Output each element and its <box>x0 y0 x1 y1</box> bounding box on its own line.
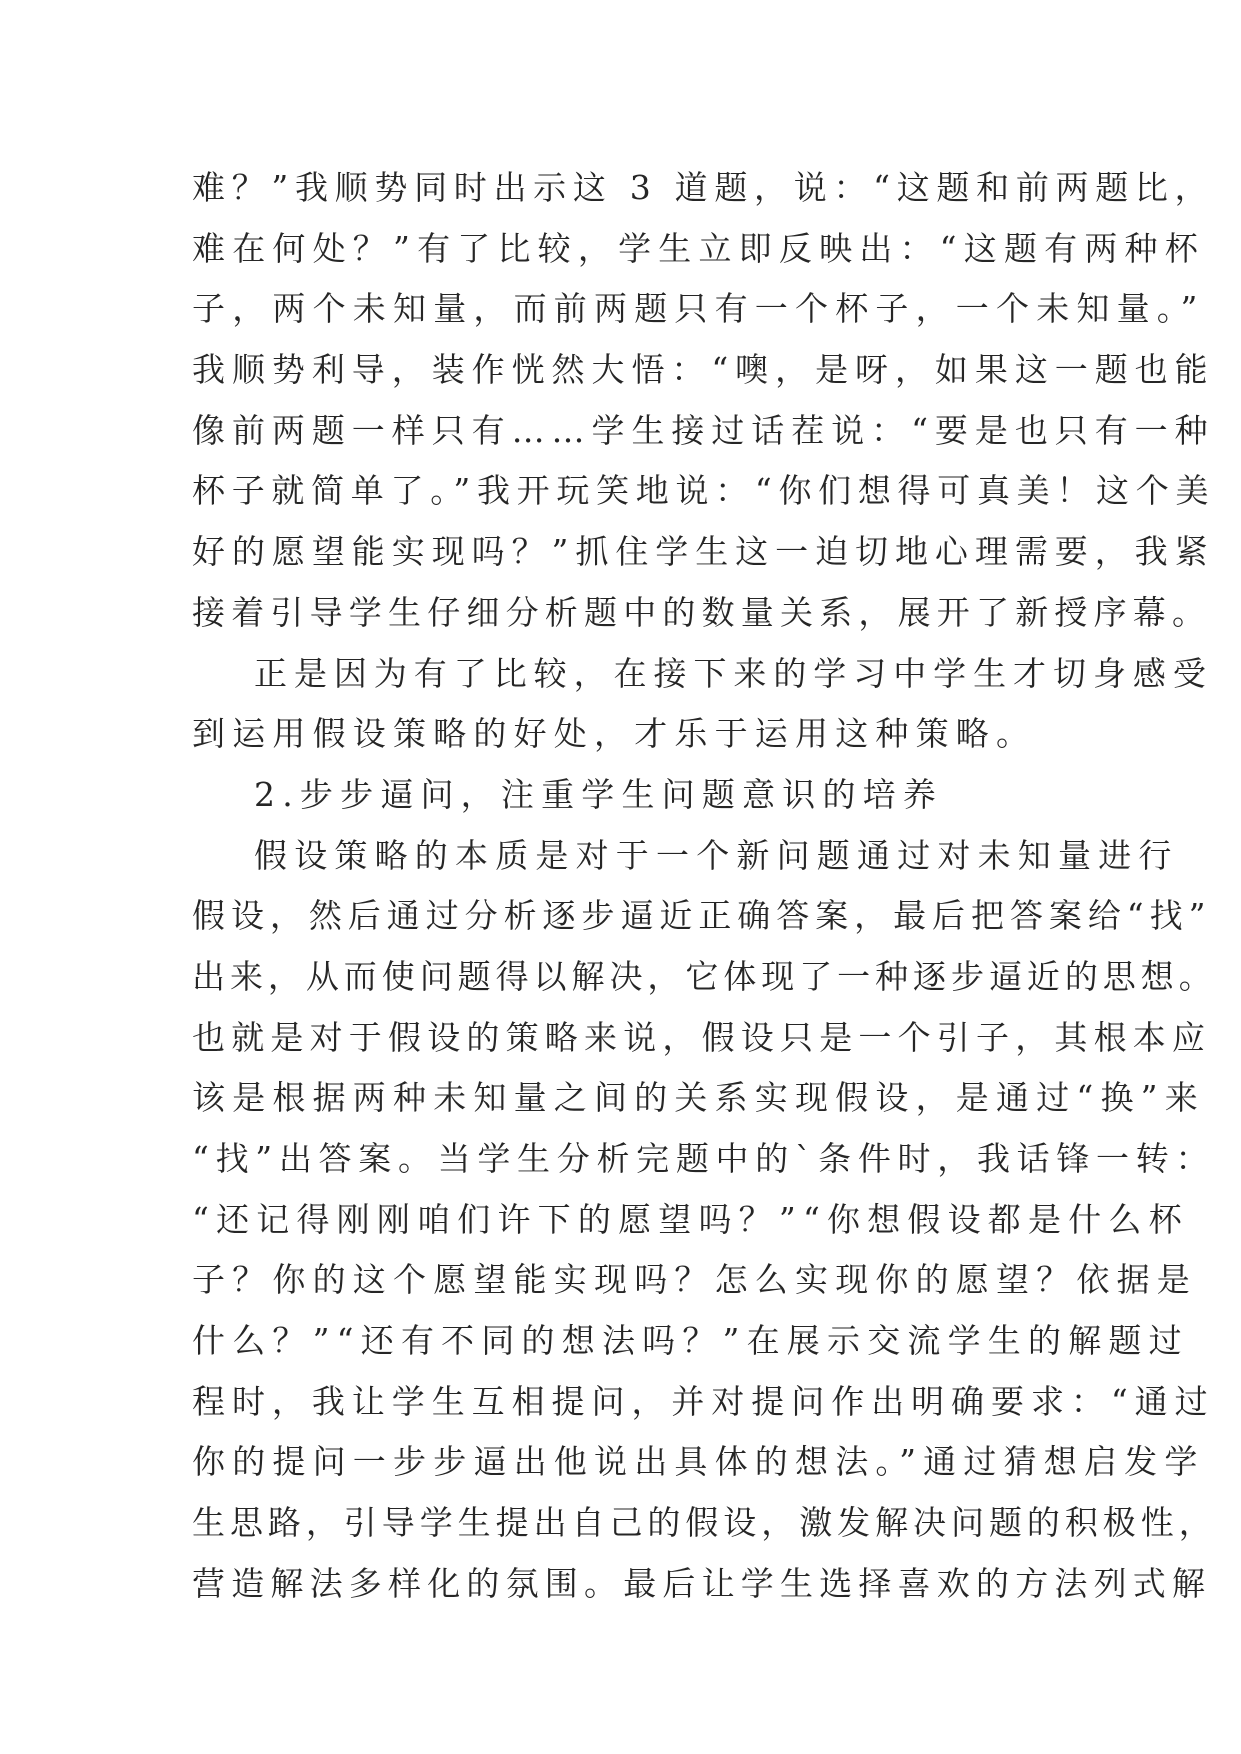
text-line: 你的提问一步步逼出他说出具体的想法。”通过猜想启发学 <box>192 1442 1205 1482</box>
text-line: “找”出答案。当学生分析完题中的`条件时，我话锋一转： <box>192 1139 1216 1178</box>
text-line: 到运用假设策略的好处，才乐于运用这种策略。 <box>192 714 1037 754</box>
text-line: 难？”我顺势同时出示这 3 道题，说：“这题和前两题比， <box>192 168 1215 207</box>
text-line: 子，两个未知量，而前两题只有一个杯子，一个未知量。” <box>192 289 1205 329</box>
text-line: 生思路，引导学生提出自己的假设，激发解决问题的积极性， <box>192 1503 1217 1543</box>
text-line: 什么？”“还有不同的想法吗？”在展示交流学生的解题过 <box>192 1321 1189 1361</box>
text-line: 好的愿望能实现吗？”抓住学生这一迫切地心理需要，我紧 <box>192 532 1215 572</box>
text-line: 该是根据两种未知量之间的关系实现假设，是通过“换”来 <box>192 1078 1205 1118</box>
text-line: 子？你的这个愿望能实现吗？怎么实现你的愿望？依据是 <box>192 1260 1197 1300</box>
body-text <box>192 158 1217 1615</box>
text-line: 杯子就简单了。”我开玩笑地说：“你们想得可真美！这个美 <box>192 471 1216 511</box>
text-line: 营造解法多样化的氛围。最后让学生选择喜欢的方法列式解 <box>192 1563 1212 1603</box>
paragraph-first-line: 正是因为有了比较，在接下来的学习中学生才切身感受 <box>254 653 1213 693</box>
text-line: 出来，从而使问题得以解决，它体现了一种逐步逼近的思想。 <box>192 956 1217 996</box>
text-line: 像前两题一样只有……学生接过话茬说：“要是也只有一种 <box>192 410 1215 450</box>
paragraph-first-line: 假设策略的本质是对于一个新问题通过对未知量进行 <box>254 835 1179 875</box>
text-line: 也就是对于假设的策略来说，假设只是一个引子，其根本应 <box>192 1017 1212 1057</box>
section-heading: 2.步步逼问，注重学生问题意识的培养 <box>254 774 944 814</box>
text-line: 程时，我让学生互相提问，并对提问作出明确要求：“通过 <box>192 1381 1215 1421</box>
text-line: 假设，然后通过分析逐步逼近正确答案，最后把答案给“找” <box>192 896 1212 936</box>
text-line: 我顺势利导，装作恍然大悟：“噢，是呀，如果这一题也能 <box>192 350 1215 390</box>
text-line: 接着引导学生仔细分析题中的数量关系，展开了新授序幕。 <box>192 592 1212 632</box>
text-line: “还记得刚刚咱们许下的愿望吗？”“你想假设都是什么杯 <box>192 1199 1189 1239</box>
text-line: 难在何处？”有了比较，学生立即反映出：“这题有两种杯 <box>192 228 1205 268</box>
